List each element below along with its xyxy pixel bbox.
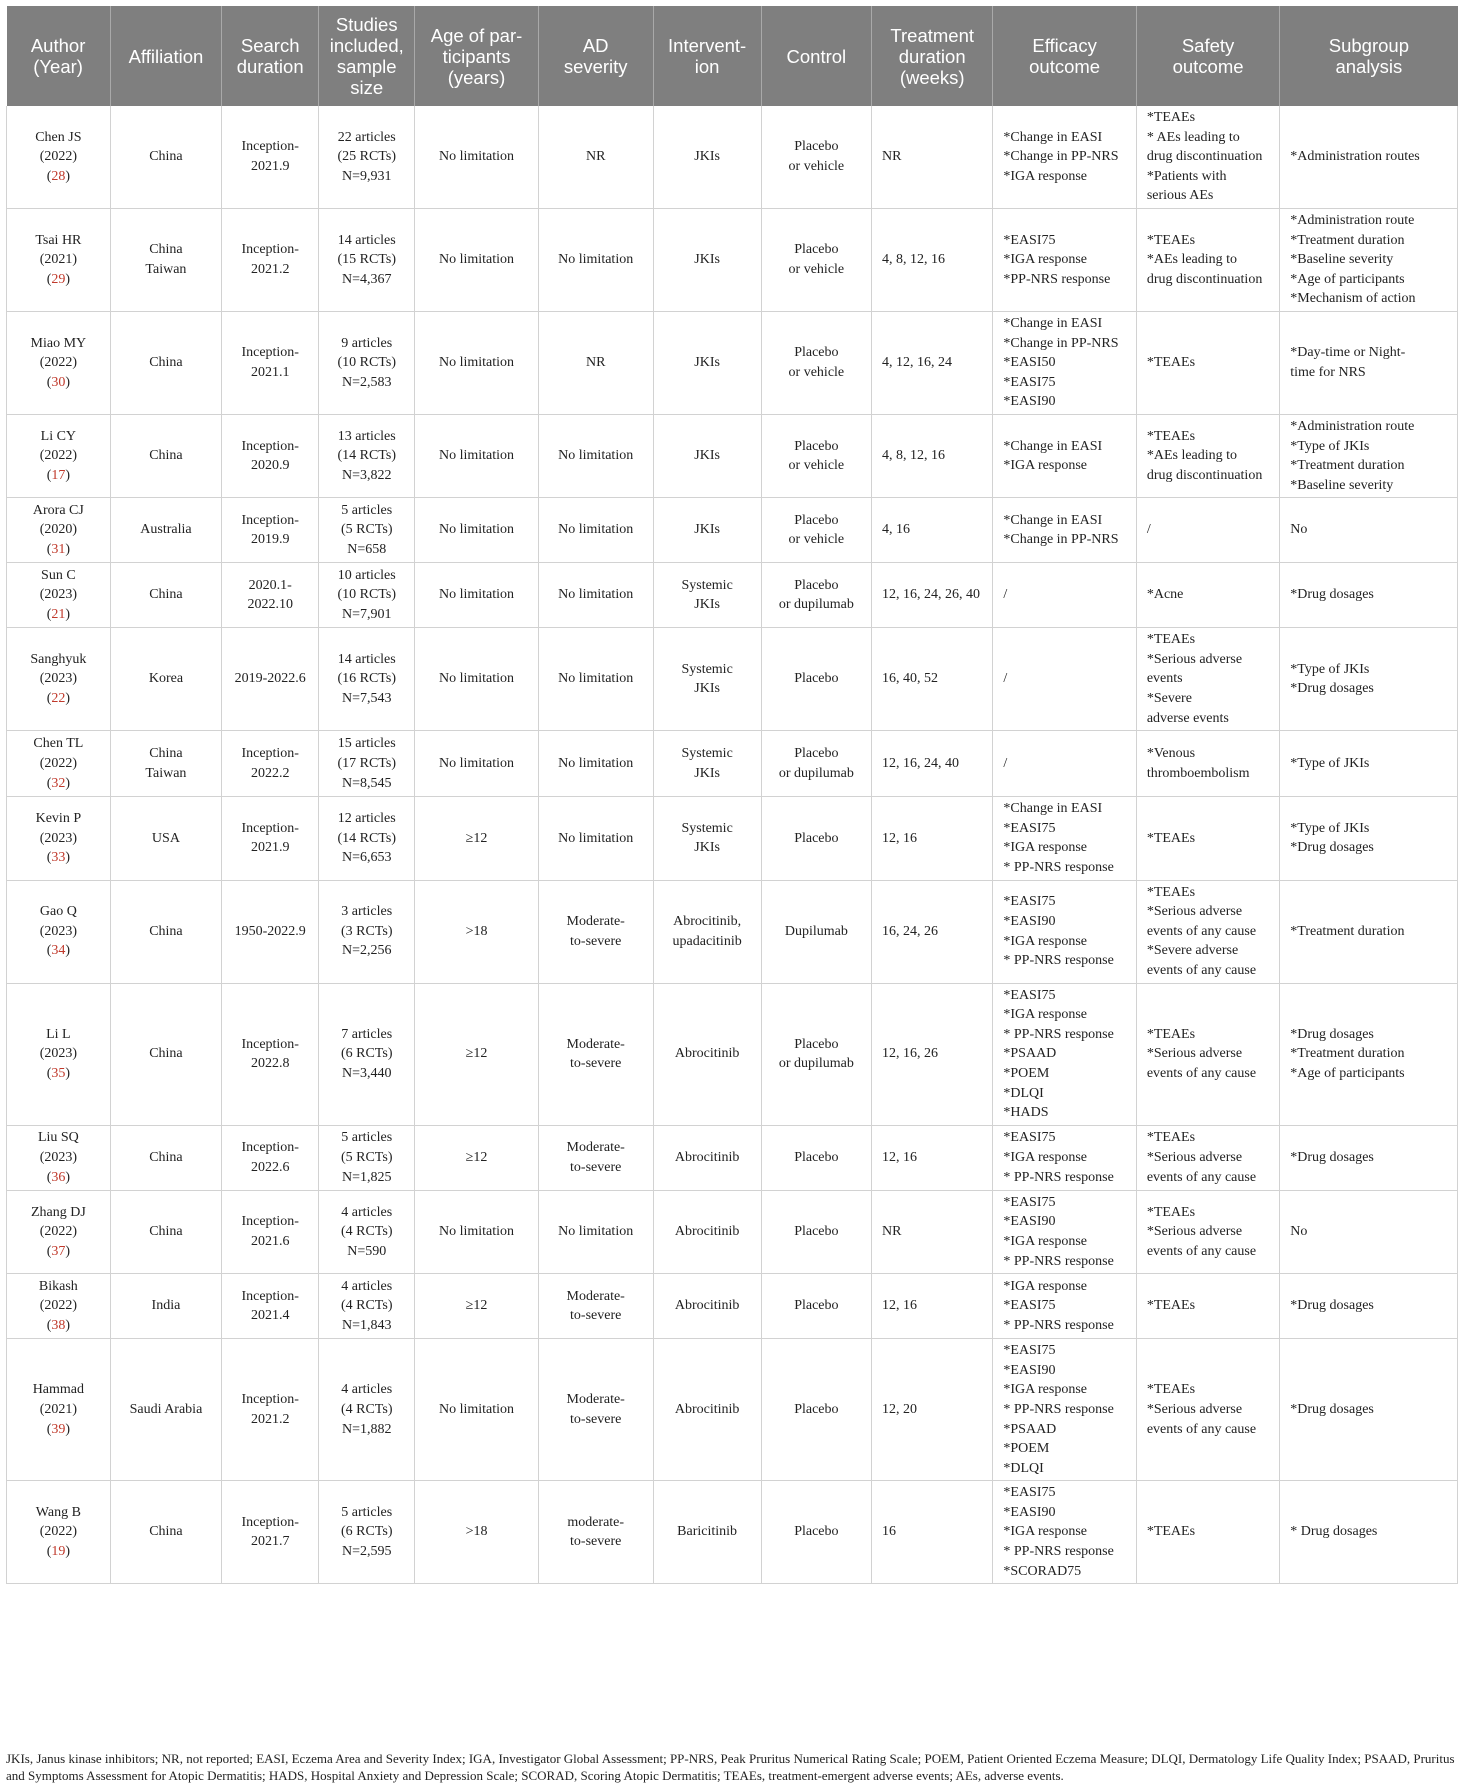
cell-safety-outcome: *Venous thromboembolism <box>1136 731 1279 797</box>
cell-search-duration: Inception- 2021.4 <box>222 1274 319 1339</box>
cell-search-duration: Inception- 2021.9 <box>222 797 319 880</box>
cell-efficacy-outcome: *EASI75 *EASI90 *IGA response * PP-NRS response *SCORAD75 <box>993 1481 1136 1584</box>
cell-subgroup-analysis: * Drug dosages <box>1280 1481 1458 1584</box>
cell-safety-outcome: / <box>1136 498 1279 563</box>
cell-ad-severity: No limitation <box>538 731 653 797</box>
cell-studies-included: 14 articles (15 RCTs) N=4,367 <box>319 208 415 311</box>
cell-author: Chen JS (2022) (28) <box>7 106 111 208</box>
author-name: Li L (2023) <box>39 1026 78 1062</box>
author-name: Wang B (2022) <box>35 1504 81 1540</box>
cell-affiliation: Korea <box>110 628 221 731</box>
cell-ad-severity: No limitation <box>538 1190 653 1273</box>
cell-affiliation: Saudi Arabia <box>110 1339 221 1481</box>
cell-age: >18 <box>415 1481 539 1584</box>
cell-author: Li L (2023) (35) <box>7 983 111 1125</box>
reference-link[interactable]: 37 <box>51 1243 66 1259</box>
author-name: Sanghyuk (2023) <box>30 651 87 687</box>
cell-affiliation: China <box>110 1481 221 1584</box>
table-header <box>7 6 1458 106</box>
cell-treatment-duration: 12, 16 <box>872 797 993 880</box>
cell-studies-included: 5 articles (6 RCTs) N=2,595 <box>319 1481 415 1584</box>
cell-safety-outcome: *TEAEs *Serious adverse events of any cause <box>1136 1125 1279 1190</box>
cell-affiliation: China <box>110 1125 221 1190</box>
cell-author: Bikash (2022) (38) <box>7 1274 111 1339</box>
reference-link[interactable]: 35 <box>51 1065 66 1081</box>
cell-control: Dupilumab <box>761 880 871 983</box>
author-name: Miao MY (2022) <box>30 335 87 371</box>
cell-treatment-duration: 4, 12, 16, 24 <box>872 311 993 414</box>
cell-search-duration: Inception- 2019.9 <box>222 498 319 563</box>
reference-link[interactable]: 22 <box>51 691 66 707</box>
cell-studies-included: 5 articles (5 RCTs) N=1,825 <box>319 1125 415 1190</box>
cell-safety-outcome: *TEAEs *Serious adverse events of any cause <box>1136 983 1279 1125</box>
cell-subgroup-analysis: *Drug dosages <box>1280 563 1458 628</box>
table-footnote: JKIs, Janus kinase inhibitors; NR, not reported; EASI, Eczema Area and Severity Index; IGA, Investigator Global Assessment; PP-NRS, Peak Pruritus Numerical Rating Scale; POEM, Patient Oriented Eczema Measure; DLQI, Dermatology Life Quality Index; PSAAD, Pruritus and Symptoms Assessment for Atopic Dermatitis; HADS, Hospital Anxiety and Depression Scale; SCORAD, Scoring Atopic Dermatitis; TEAEs, treatment-emergent adverse events; AEs, adverse events. <box>6 1751 1455 1783</box>
author-name: Sun C (2023) <box>39 567 78 603</box>
cell-affiliation: China <box>110 880 221 983</box>
cell-intervention: Abrocitinib, upadacitinib <box>653 880 761 983</box>
cell-affiliation: China Taiwan <box>110 731 221 797</box>
cell-intervention: JKIs <box>653 208 761 311</box>
table-row <box>7 1339 1458 1481</box>
cell-intervention: Systemic JKIs <box>653 731 761 797</box>
cell-affiliation: China <box>110 414 221 497</box>
cell-author: Sanghyuk (2023) (22) <box>7 628 111 731</box>
cell-efficacy-outcome: / <box>993 628 1136 731</box>
cell-subgroup-analysis: *Day-time or Night- time for NRS <box>1280 311 1458 414</box>
cell-ad-severity: NR <box>538 311 653 414</box>
cell-intervention: Systemic JKIs <box>653 563 761 628</box>
cell-age: ≥12 <box>415 797 539 880</box>
table-row <box>7 208 1458 311</box>
cell-efficacy-outcome: *EASI75 *EASI90 *IGA response * PP-NRS response <box>993 880 1136 983</box>
cell-author: Sun C (2023) (21) <box>7 563 111 628</box>
cell-subgroup-analysis: No <box>1280 1190 1458 1273</box>
cell-subgroup-analysis: *Drug dosages *Treatment duration *Age of participants <box>1280 983 1458 1125</box>
cell-ad-severity: No limitation <box>538 628 653 731</box>
cell-search-duration: 1950-2022.9 <box>222 880 319 983</box>
cell-subgroup-analysis: *Drug dosages <box>1280 1274 1458 1339</box>
reference-link[interactable]: 28 <box>51 168 66 184</box>
cell-efficacy-outcome: *EASI75 *EASI90 *IGA response * PP-NRS response <box>993 1190 1136 1273</box>
reference-link[interactable]: 33 <box>51 850 66 866</box>
author-name: Bikash (2022) <box>38 1278 78 1314</box>
cell-studies-included: 10 articles (10 RCTs) N=7,901 <box>319 563 415 628</box>
cell-studies-included: 9 articles (10 RCTs) N=2,583 <box>319 311 415 414</box>
cell-subgroup-analysis: *Administration routes <box>1280 106 1458 208</box>
cell-control: Placebo or vehicle <box>761 208 871 311</box>
author-name: Arora CJ (2020) <box>32 502 84 538</box>
cell-safety-outcome: *TEAEs *Serious adverse events of any cause <box>1136 1190 1279 1273</box>
cell-author: Gao Q (2023) (34) <box>7 880 111 983</box>
cell-affiliation: China Taiwan <box>110 208 221 311</box>
cell-search-duration: Inception- 2021.6 <box>222 1190 319 1273</box>
header-control: Control <box>761 6 871 106</box>
reference-link[interactable]: 34 <box>51 943 66 959</box>
cell-age: No limitation <box>415 498 539 563</box>
cell-safety-outcome: *TEAEs *Serious adverse events *Severe adverse events <box>1136 628 1279 731</box>
header-ad-severity: AD severity <box>538 6 653 106</box>
cell-studies-included: 22 articles (25 RCTs) N=9,931 <box>319 106 415 208</box>
table-row <box>7 414 1458 497</box>
cell-subgroup-analysis: *Treatment duration <box>1280 880 1458 983</box>
cell-intervention: JKIs <box>653 498 761 563</box>
cell-age: No limitation <box>415 563 539 628</box>
cell-intervention: Systemic JKIs <box>653 797 761 880</box>
cell-author: Liu SQ (2023) (36) <box>7 1125 111 1190</box>
cell-search-duration: Inception- 2021.1 <box>222 311 319 414</box>
cell-affiliation: Australia <box>110 498 221 563</box>
cell-control: Placebo <box>761 628 871 731</box>
cell-ad-severity: No limitation <box>538 208 653 311</box>
cell-control: Placebo <box>761 1274 871 1339</box>
cell-affiliation: China <box>110 983 221 1125</box>
cell-control: Placebo <box>761 1339 871 1481</box>
table-row <box>7 311 1458 414</box>
cell-efficacy-outcome: *EASI75 *EASI90 *IGA response * PP-NRS response *PSAAD *POEM *DLQI <box>993 1339 1136 1481</box>
cell-treatment-duration: 12, 20 <box>872 1339 993 1481</box>
cell-control: Placebo or dupilumab <box>761 563 871 628</box>
cell-safety-outcome: *TEAEs <box>1136 1274 1279 1339</box>
table-row <box>7 797 1458 880</box>
cell-efficacy-outcome: *Change in EASI *EASI75 *IGA response * PP-NRS response <box>993 797 1136 880</box>
cell-intervention: Abrocitinib <box>653 1125 761 1190</box>
cell-intervention: JKIs <box>653 414 761 497</box>
header-affiliation: Affiliation <box>110 6 221 106</box>
cell-treatment-duration: 16, 24, 26 <box>872 880 993 983</box>
table-row <box>7 880 1458 983</box>
header-search-duration: Search duration <box>222 6 319 106</box>
cell-safety-outcome: *TEAEs *AEs leading to drug discontinuation <box>1136 414 1279 497</box>
cell-efficacy-outcome: *Change in EASI *Change in PP-NRS <box>993 498 1136 563</box>
cell-age: ≥12 <box>415 1125 539 1190</box>
author-name: Liu SQ (2023) <box>37 1130 79 1165</box>
reference-link[interactable]: 38 <box>51 1317 66 1333</box>
cell-search-duration: Inception- 2021.7 <box>222 1481 319 1584</box>
cell-studies-included: 7 articles (6 RCTs) N=3,440 <box>319 983 415 1125</box>
cell-subgroup-analysis: *Drug dosages <box>1280 1339 1458 1481</box>
cell-treatment-duration: 16 <box>872 1481 993 1584</box>
cell-treatment-duration: 4, 8, 12, 16 <box>872 208 993 311</box>
reference-link[interactable]: 39 <box>51 1421 66 1437</box>
cell-treatment-duration: 4, 16 <box>872 498 993 563</box>
header-efficacy-outcome: Efficacy outcome <box>993 6 1136 106</box>
table-container <box>6 6 1458 1584</box>
cell-ad-severity: NR <box>538 106 653 208</box>
cell-studies-included: 15 articles (17 RCTs) N=8,545 <box>319 731 415 797</box>
cell-author: Li CY (2022) (17) <box>7 414 111 497</box>
cell-studies-included: 14 articles (16 RCTs) N=7,543 <box>319 628 415 731</box>
header-age: Age of par- ticipants (years) <box>415 6 539 106</box>
cell-age: >18 <box>415 880 539 983</box>
cell-intervention: Abrocitinib <box>653 983 761 1125</box>
cell-safety-outcome: *TEAEs <box>1136 1481 1279 1584</box>
cell-ad-severity: No limitation <box>538 414 653 497</box>
cell-treatment-duration: NR <box>872 106 993 208</box>
cell-studies-included: 5 articles (5 RCTs) N=658 <box>319 498 415 563</box>
reference-link[interactable]: 21 <box>51 607 66 623</box>
cell-affiliation: India <box>110 1274 221 1339</box>
cell-age: No limitation <box>415 1339 539 1481</box>
cell-control: Placebo or vehicle <box>761 106 871 208</box>
reference-link[interactable]: 17 <box>51 467 66 483</box>
header-row <box>7 6 1458 106</box>
cell-subgroup-analysis: *Type of JKIs <box>1280 731 1458 797</box>
cell-author: Kevin P (2023) (33) <box>7 797 111 880</box>
cell-efficacy-outcome: *Change in EASI *Change in PP-NRS *IGA response <box>993 106 1136 208</box>
cell-efficacy-outcome: / <box>993 731 1136 797</box>
cell-age: No limitation <box>415 208 539 311</box>
cell-treatment-duration: 12, 16 <box>872 1125 993 1190</box>
table-row <box>7 106 1458 208</box>
cell-author: Tsai HR (2021) (29) <box>7 208 111 311</box>
cell-subgroup-analysis: *Administration route *Treatment duration *Baseline severity *Age of participants *Mechanism of action <box>1280 208 1458 311</box>
table-row <box>7 1481 1458 1584</box>
cell-safety-outcome: *TEAEs <box>1136 311 1279 414</box>
cell-affiliation: China <box>110 106 221 208</box>
cell-ad-severity: Moderate- to-severe <box>538 983 653 1125</box>
cell-intervention: Abrocitinib <box>653 1274 761 1339</box>
cell-ad-severity: Moderate- to-severe <box>538 1274 653 1339</box>
cell-efficacy-outcome: *Change in EASI *Change in PP-NRS *EASI50 *EASI75 *EASI90 <box>993 311 1136 414</box>
cell-efficacy-outcome: *EASI75 *IGA response * PP-NRS response <box>993 1125 1136 1190</box>
cell-search-duration: 2019-2022.6 <box>222 628 319 731</box>
table-body <box>7 106 1458 1584</box>
cell-age: No limitation <box>415 106 539 208</box>
cell-search-duration: 2020.1- 2022.10 <box>222 563 319 628</box>
cell-studies-included: 4 articles (4 RCTs) N=1,843 <box>319 1274 415 1339</box>
cell-search-duration: Inception- 2020.9 <box>222 414 319 497</box>
cell-author: Zhang DJ (2022) (37) <box>7 1190 111 1273</box>
cell-author: Miao MY (2022) (30) <box>7 311 111 414</box>
cell-search-duration: Inception- 2022.6 <box>222 1125 319 1190</box>
cell-age: No limitation <box>415 311 539 414</box>
cell-control: Placebo <box>761 1481 871 1584</box>
cell-affiliation: USA <box>110 797 221 880</box>
reference-link[interactable]: 30 <box>51 374 66 390</box>
header-safety-outcome: Safety outcome <box>1136 6 1279 106</box>
author-name: Hammad (2021) <box>32 1382 85 1417</box>
header-subgroup-analysis: Subgroup analysis <box>1280 6 1458 106</box>
cell-efficacy-outcome: / <box>993 563 1136 628</box>
cell-subgroup-analysis: *Type of JKIs *Drug dosages <box>1280 797 1458 880</box>
header-intervention: Intervent- ion <box>653 6 761 106</box>
cell-intervention: Abrocitinib <box>653 1190 761 1273</box>
author-name: Tsai HR (2021) <box>35 232 82 268</box>
cell-control: Placebo or vehicle <box>761 311 871 414</box>
header-author: Author (Year) <box>7 6 111 106</box>
study-characteristics-table <box>6 6 1458 1584</box>
cell-search-duration: Inception- 2022.8 <box>222 983 319 1125</box>
table-row <box>7 1274 1458 1339</box>
cell-ad-severity: moderate- to-severe <box>538 1481 653 1584</box>
cell-efficacy-outcome: *IGA response *EASI75 * PP-NRS response <box>993 1274 1136 1339</box>
table-row <box>7 628 1458 731</box>
cell-safety-outcome: *TEAEs *Serious adverse events of any cause *Severe adverse events of any cause <box>1136 880 1279 983</box>
author-name: Gao Q (2023) <box>39 904 78 939</box>
author-name: Chen JS (2022) <box>35 129 82 165</box>
table-row <box>7 498 1458 563</box>
cell-subgroup-analysis: No <box>1280 498 1458 563</box>
cell-efficacy-outcome: *EASI75 *IGA response *PP-NRS response <box>993 208 1136 311</box>
cell-author: Arora CJ (2020) (31) <box>7 498 111 563</box>
cell-search-duration: Inception- 2022.2 <box>222 731 319 797</box>
cell-affiliation: China <box>110 311 221 414</box>
table-row <box>7 983 1458 1125</box>
cell-ad-severity: No limitation <box>538 563 653 628</box>
cell-efficacy-outcome: *EASI75 *IGA response * PP-NRS response *PSAAD *POEM *DLQI *HADS <box>993 983 1136 1125</box>
cell-search-duration: Inception- 2021.2 <box>222 1339 319 1481</box>
cell-control: Placebo or vehicle <box>761 414 871 497</box>
cell-age: No limitation <box>415 628 539 731</box>
cell-control: Placebo or vehicle <box>761 498 871 563</box>
reference-link[interactable]: 31 <box>51 542 66 558</box>
cell-treatment-duration: 12, 16 <box>872 1274 993 1339</box>
cell-studies-included: 12 articles (14 RCTs) N=6,653 <box>319 797 415 880</box>
header-studies-included: Studies included, sample size <box>319 6 415 106</box>
cell-treatment-duration: 12, 16, 26 <box>872 983 993 1125</box>
reference-link[interactable]: 29 <box>51 271 66 287</box>
cell-affiliation: China <box>110 1190 221 1273</box>
cell-subgroup-analysis: *Drug dosages <box>1280 1125 1458 1190</box>
cell-age: ≥12 <box>415 1274 539 1339</box>
cell-safety-outcome: *Acne <box>1136 563 1279 628</box>
cell-safety-outcome: *TEAEs *AEs leading to drug discontinuation <box>1136 208 1279 311</box>
cell-age: ≥12 <box>415 983 539 1125</box>
cell-search-duration: Inception- 2021.2 <box>222 208 319 311</box>
cell-efficacy-outcome: *Change in EASI *IGA response <box>993 414 1136 497</box>
cell-control: Placebo or dupilumab <box>761 731 871 797</box>
cell-age: No limitation <box>415 414 539 497</box>
cell-control: Placebo <box>761 1190 871 1273</box>
cell-search-duration: Inception- 2021.9 <box>222 106 319 208</box>
cell-ad-severity: Moderate- to-severe <box>538 880 653 983</box>
table-row <box>7 731 1458 797</box>
table-row <box>7 563 1458 628</box>
header-treatment-duration: Treatment duration (weeks) <box>872 6 993 106</box>
cell-intervention: Abrocitinib <box>653 1339 761 1481</box>
reference-link[interactable]: 19 <box>51 1544 66 1560</box>
cell-treatment-duration: 12, 16, 24, 26, 40 <box>872 563 993 628</box>
cell-treatment-duration: 12, 16, 24, 40 <box>872 731 993 797</box>
cell-studies-included: 4 articles (4 RCTs) N=590 <box>319 1190 415 1273</box>
cell-control: Placebo <box>761 1125 871 1190</box>
author-name: Li CY (2022) <box>39 428 78 464</box>
cell-safety-outcome: *TEAEs * AEs leading to drug discontinuation *Patients with serious AEs <box>1136 106 1279 208</box>
cell-control: Placebo or dupilumab <box>761 983 871 1125</box>
cell-subgroup-analysis: *Administration route *Type of JKIs *Treatment duration *Baseline severity <box>1280 414 1458 497</box>
cell-treatment-duration: NR <box>872 1190 993 1273</box>
table-row <box>7 1190 1458 1273</box>
cell-age: No limitation <box>415 731 539 797</box>
cell-author: Wang B (2022) (19) <box>7 1481 111 1584</box>
reference-link[interactable]: 32 <box>51 775 66 791</box>
cell-age: No limitation <box>415 1190 539 1273</box>
cell-ad-severity: No limitation <box>538 797 653 880</box>
reference-link[interactable]: 36 <box>51 1169 66 1185</box>
author-name: Kevin P (2023) <box>35 811 82 846</box>
cell-safety-outcome: *TEAEs <box>1136 797 1279 880</box>
cell-ad-severity: No limitation <box>538 498 653 563</box>
cell-studies-included: 13 articles (14 RCTs) N=3,822 <box>319 414 415 497</box>
cell-treatment-duration: 16, 40, 52 <box>872 628 993 731</box>
cell-author: Hammad (2021) (39) <box>7 1339 111 1481</box>
table-row <box>7 1125 1458 1190</box>
cell-intervention: Systemic JKIs <box>653 628 761 731</box>
cell-ad-severity: Moderate- to-severe <box>538 1339 653 1481</box>
cell-intervention: JKIs <box>653 311 761 414</box>
author-name: Chen TL (2022) <box>33 736 84 771</box>
cell-control: Placebo <box>761 797 871 880</box>
cell-studies-included: 4 articles (4 RCTs) N=1,882 <box>319 1339 415 1481</box>
cell-safety-outcome: *TEAEs *Serious adverse events of any cause <box>1136 1339 1279 1481</box>
cell-ad-severity: Moderate- to-severe <box>538 1125 653 1190</box>
cell-author: Chen TL (2022) (32) <box>7 731 111 797</box>
author-name: Zhang DJ (2022) <box>30 1204 86 1240</box>
cell-affiliation: China <box>110 563 221 628</box>
cell-studies-included: 3 articles (3 RCTs) N=2,256 <box>319 880 415 983</box>
cell-treatment-duration: 4, 8, 12, 16 <box>872 414 993 497</box>
cell-intervention: JKIs <box>653 106 761 208</box>
cell-subgroup-analysis: *Type of JKIs *Drug dosages <box>1280 628 1458 731</box>
cell-intervention: Baricitinib <box>653 1481 761 1584</box>
